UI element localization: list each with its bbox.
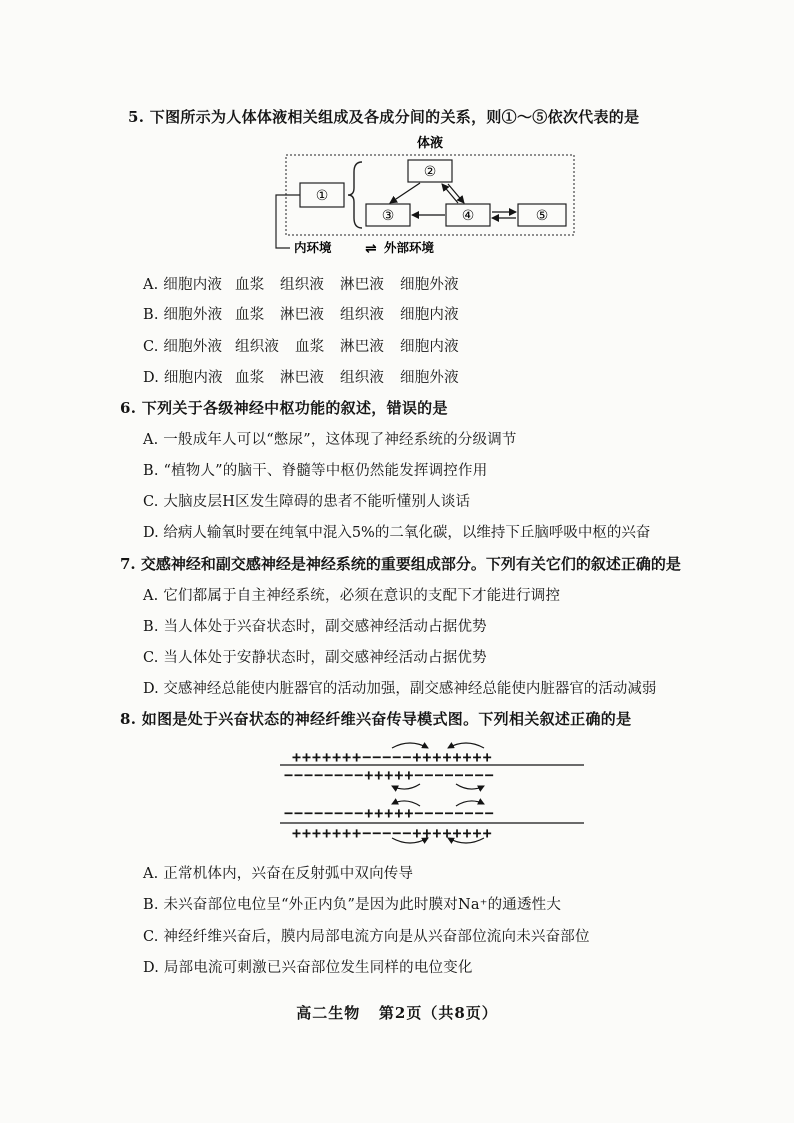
q6-option-b[interactable]: B. “植物人”的脑干、脊髓等中枢仍然能发挥调控作用 (143, 463, 488, 479)
charge-row-outer-top: +++++++−−−−−++++++++ (292, 748, 493, 766)
charge-row-inner-top: −−−−−−−−+++++−−−−−−−− (284, 766, 495, 784)
q8-option-b[interactable]: B. 未兴奋部位电位呈“外正内负”是因为此时膜对Na⁺的通透性大 (143, 897, 562, 913)
q7-option-b[interactable]: B. 当人体处于兴奋状态时，副交感神经活动占据优势 (143, 619, 487, 635)
q8-stem: 8. 如图是处于兴奋状态的神经纤维兴奋传导模式图。下列相关叙述正确的是 (120, 710, 632, 728)
q6-option-a[interactable]: A. 一般成年人可以“憋尿”，这体现了神经系统的分级调节 (143, 432, 517, 448)
q5-body-fluid-diagram (270, 132, 590, 260)
q6-stem: 6. 下列关于各级神经中枢功能的叙述，错误的是 (120, 399, 448, 417)
q8-nerve-fiber-diagram (280, 738, 584, 846)
box-5-label: ⑤ (535, 208, 549, 224)
inner-environment-label: 内环境 (294, 240, 332, 255)
box-2-label: ② (423, 164, 437, 180)
q6-option-c[interactable]: C. 大脑皮层H区发生障碍的患者不能听懂别人谈话 (143, 494, 471, 510)
q5-option-d[interactable]: D. 细胞内液 血浆 淋巴液 组织液 细胞外液 (143, 370, 459, 386)
diagram-title: 体液 (416, 136, 444, 151)
q8-option-a[interactable]: A. 正常机体内，兴奋在反射弧中双向传导 (143, 866, 414, 882)
charge-row-inner-bottom: −−−−−−−−+++++−−−−−−−− (284, 804, 495, 822)
box-1-label: ① (315, 188, 329, 204)
box-3-label: ③ (381, 208, 395, 224)
q5-option-b[interactable]: B. 细胞外液 血浆 淋巴液 组织液 细胞内液 (143, 307, 459, 323)
q8-option-c[interactable]: C. 神经纤维兴奋后，膜内局部电流方向是从兴奋部位流向未兴奋部位 (143, 929, 590, 945)
page-footer: 高二生物 第2页（共8页） (296, 1004, 498, 1022)
q7-option-d[interactable]: D. 交感神经总能使内脏器官的活动加强，副交感神经总能使内脏器官的活动减弱 (143, 681, 657, 697)
q6-option-d[interactable]: D. 给病人输氧时要在纯氧中混入5%的二氧化碳，以维持下丘脑呼吸中枢的兴奋 (143, 525, 651, 541)
q5-stem: 5. 下图所示为人体体液相关组成及各成分间的关系，则①～⑤依次代表的是 (128, 108, 640, 126)
q8-option-d[interactable]: D. 局部电流可刺激已兴奋部位发生同样的电位变化 (143, 960, 473, 976)
arrow-2-to-3 (390, 183, 420, 203)
q5-option-a[interactable]: A. 细胞内液 血浆 组织液 淋巴液 细胞外液 (143, 277, 459, 293)
q7-option-a[interactable]: A. 它们都属于自主神经系统，必须在意识的支配下才能进行调控 (143, 588, 561, 604)
external-environment-label: 外部环境 (384, 240, 435, 255)
brace (348, 162, 362, 228)
charge-row-outer-bottom: +++++++−−−−−++++++++ (292, 824, 493, 842)
q5-option-c[interactable]: C. 细胞外液 组织液 血浆 淋巴液 细胞内液 (143, 339, 459, 355)
q7-option-c[interactable]: C. 当人体处于安静状态时，副交感神经活动占据优势 (143, 650, 487, 666)
exchange-arrow: ⇌ (365, 241, 377, 257)
q7-stem: 7. 交感神经和副交感神经是神经系统的重要组成部分。下列有关它们的叙述正确的是 (120, 555, 681, 573)
box-4-label: ④ (461, 208, 475, 224)
current-arrow-inner-upper-right (456, 784, 484, 789)
current-arrow-inner-upper-left (392, 784, 420, 789)
